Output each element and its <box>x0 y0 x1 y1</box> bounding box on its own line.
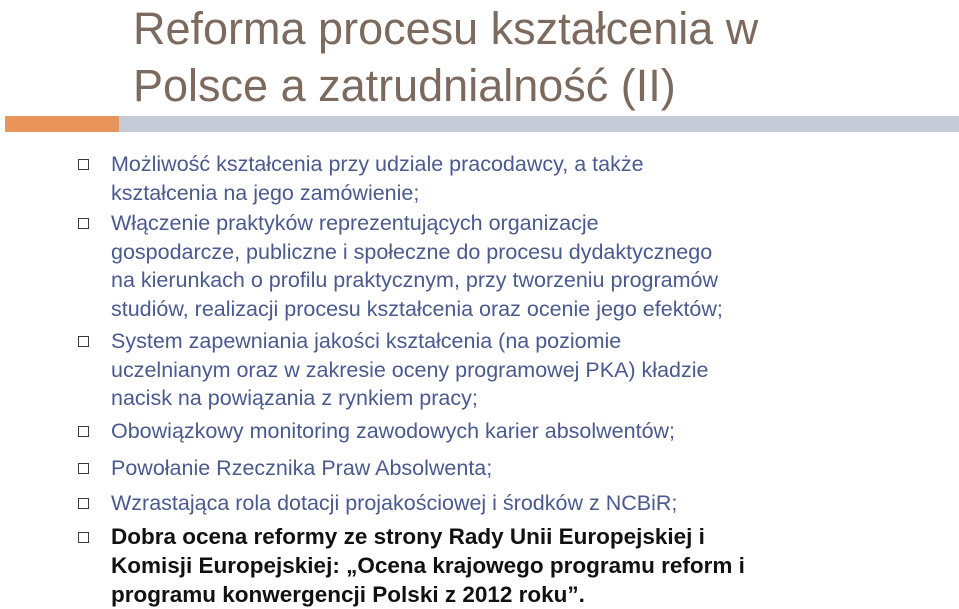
bullet-line: Powołanie Rzecznika Praw Absolwenta; <box>111 456 493 480</box>
square-bullet-icon <box>78 218 89 229</box>
bullet-text <box>111 417 941 446</box>
bullet-text-bold <box>111 522 941 609</box>
bullet-line: System zapewniania jakości kształcenia (na poziomie <box>111 329 622 353</box>
bullet-line: Obowiązkowy monitoring zawodowych karier absolwentów; <box>111 419 676 443</box>
slide-title <box>133 0 933 114</box>
bullet-line: na kierunkach o profilu praktycznym, przy tworzeniu programów <box>111 268 719 292</box>
bullet-line: studiów, realizacji procesu kształcenia oraz ocenie jego efektów; <box>111 296 723 321</box>
bullet-text <box>111 327 941 413</box>
bullet-line: Dobra ocena reformy ze strony Rady Unii Europejskiej i <box>111 524 705 549</box>
slide-title-line-2: Polsce a zatrudnialność (II) <box>133 60 676 111</box>
bullet-text <box>111 209 941 323</box>
title-accent-bar <box>5 116 119 132</box>
bullet-line: nacisk na powiązania z rynkiem pracy; <box>111 386 478 410</box>
bullet-text <box>111 454 941 483</box>
bullet-line: gospodarcze, publiczne i społeczne do procesu dydaktycznego <box>111 239 713 264</box>
bullet-line: Możliwość kształcenia przy udziale pracodawcy, a także <box>111 152 644 176</box>
bullet-line: kształcenia na jego zamówienie; <box>111 180 420 205</box>
bullet-line: Komisji Europejskiej: „Ocena krajowego programu reform i <box>111 553 745 578</box>
slide-title-line-1: Reforma procesu kształcenia w <box>133 3 759 54</box>
bullet-line: programu konwergencji Polski z 2012 roku”. <box>111 582 585 607</box>
square-bullet-icon <box>78 498 89 509</box>
square-bullet-icon <box>78 463 89 474</box>
bullet-text <box>111 489 941 518</box>
title-divider-bar <box>119 116 959 132</box>
square-bullet-icon <box>78 426 89 437</box>
bullet-line: Wzrastająca rola dotacji projakościowej i środków z NCBiR; <box>111 491 678 515</box>
bullet-line: uczelnianym oraz w zakresie oceny programowej PKA) kładzie <box>111 357 709 382</box>
square-bullet-icon <box>78 336 89 347</box>
bullet-line: Włączenie praktyków reprezentujących organizacje <box>111 211 599 235</box>
square-bullet-icon <box>78 159 89 170</box>
bullet-text <box>111 150 941 207</box>
square-bullet-icon <box>78 532 89 543</box>
